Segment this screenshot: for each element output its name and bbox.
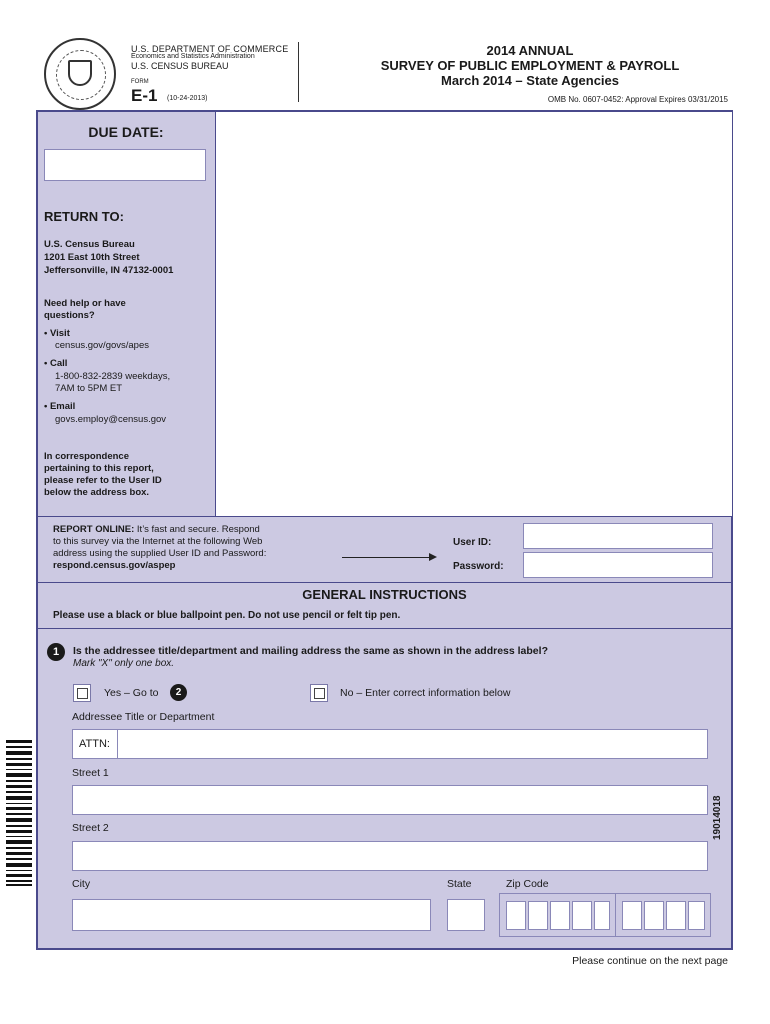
- question1-text: Is the addressee title/department and mailing address the same as shown in the address label?: [73, 645, 548, 657]
- email-label: • Email: [44, 401, 76, 412]
- survey-title-line1: 2014 ANNUAL: [486, 43, 574, 58]
- return-address-line2: 1201 East 10th Street: [44, 252, 140, 263]
- general-instructions-heading: GENERAL INSTRUCTIONS: [302, 587, 467, 602]
- correspondence-line1: In correspondence: [44, 451, 129, 462]
- call-phone: 1-800-832-2839 weekdays,: [55, 371, 171, 382]
- zip4-digit-box[interactable]: [666, 901, 686, 930]
- zip-digit-box[interactable]: [550, 901, 570, 930]
- street2-label: Street 2: [72, 822, 109, 834]
- report-online-text: [53, 524, 343, 572]
- form-date: (10-24-2013): [167, 95, 208, 102]
- street1-label: Street 1: [72, 767, 109, 779]
- omb-number: OMB No. 0607-0452: Approval Expires 03/31/2015: [547, 95, 728, 104]
- form-control-number: 19014018: [712, 795, 723, 840]
- addressee-title-label: Addressee Title or Department: [72, 711, 215, 723]
- attn-field[interactable]: [72, 729, 708, 759]
- zip-label: Zip Code: [506, 878, 549, 890]
- divider-online: [38, 516, 731, 517]
- department-name: U.S. DEPARTMENT OF COMMERCE: [131, 44, 289, 54]
- call-label: • Call: [44, 358, 68, 369]
- call-hours: 7AM to 5PM ET: [55, 383, 123, 394]
- zip4-digit-box[interactable]: [644, 901, 664, 930]
- form-number: E-1: [131, 86, 158, 105]
- pen-instruction: Please use a black or blue ballpoint pen. Do not use pencil or felt tip pen.: [53, 610, 401, 621]
- zip-digit-box[interactable]: [594, 901, 610, 930]
- zip4-digit-box[interactable]: [622, 901, 642, 930]
- state-field[interactable]: [447, 899, 485, 931]
- password-field[interactable]: [523, 552, 713, 578]
- visit-link[interactable]: census.gov/govs/apes: [55, 340, 150, 351]
- report-online-text2: to this survey via the Internet at the following Web: [53, 536, 263, 547]
- question-number-badge: 1: [47, 643, 65, 661]
- survey-title-line2: SURVEY OF PUBLIC EMPLOYMENT & PAYROLL: [380, 58, 680, 73]
- census-seal-icon: [44, 38, 116, 110]
- arrow-right-icon: [429, 553, 437, 561]
- survey-title-line3: March 2014 – State Agencies: [441, 73, 619, 88]
- attn-label: ATTN:: [79, 738, 110, 750]
- zip-digit-box[interactable]: [572, 901, 592, 930]
- correspondence-line2: pertaining to this report,: [44, 463, 154, 474]
- password-label: Password:: [453, 561, 504, 572]
- divider-instructions: [38, 582, 731, 583]
- arrow-line: [342, 557, 432, 558]
- return-to-label: RETURN TO:: [44, 209, 124, 224]
- correspondence-line3: please refer to the User ID: [44, 475, 162, 486]
- administration-name: Economics and Statistics Administration: [131, 53, 255, 60]
- yes-label: Yes – Go to: [104, 687, 159, 699]
- report-online-text3: address using the supplied User ID and Password:: [53, 548, 267, 559]
- user-id-field[interactable]: [523, 523, 713, 549]
- form-label: FORM: [131, 79, 149, 85]
- street2-field[interactable]: [72, 841, 708, 871]
- report-online-text1: It’s fast and secure. Respond: [134, 524, 260, 535]
- header-divider: [298, 42, 299, 102]
- online-url-link[interactable]: respond.census.gov/aspep: [53, 560, 176, 571]
- report-online-label: REPORT ONLINE:: [53, 524, 135, 535]
- city-field[interactable]: [72, 899, 431, 931]
- email-link[interactable]: govs.employ@census.gov: [55, 414, 167, 425]
- address-label-area: [215, 112, 732, 516]
- goto-question-badge: 2: [170, 684, 187, 701]
- return-address-line1: U.S. Census Bureau: [44, 239, 135, 250]
- divider-question: [38, 628, 731, 629]
- continue-note: Please continue on the next page: [572, 955, 728, 967]
- visit-label: • Visit: [44, 328, 70, 339]
- question1-subtext: Mark "X" only one box.: [73, 658, 175, 669]
- no-label: No – Enter correct information below: [340, 687, 511, 699]
- help-question-line1: Need help or have: [44, 298, 126, 309]
- yes-checkbox[interactable]: [73, 684, 91, 702]
- street1-field[interactable]: [72, 785, 708, 815]
- zip-digit-box[interactable]: [528, 901, 548, 930]
- return-address-line3: Jeffersonville, IN 47132-0001: [44, 265, 174, 276]
- help-question-line2: questions?: [44, 310, 95, 321]
- barcode-icon: [6, 740, 32, 886]
- zip-digit-box[interactable]: [506, 901, 526, 930]
- user-id-label: User ID:: [453, 537, 492, 548]
- zip4-digit-box[interactable]: [688, 901, 705, 930]
- due-date-label: DUE DATE:: [88, 124, 164, 140]
- bureau-name: U.S. CENSUS BUREAU: [131, 61, 229, 71]
- state-label: State: [447, 878, 472, 890]
- correspondence-line4: below the address box.: [44, 487, 150, 498]
- city-label: City: [72, 878, 91, 890]
- due-date-box: [44, 149, 206, 181]
- no-checkbox[interactable]: [310, 684, 328, 702]
